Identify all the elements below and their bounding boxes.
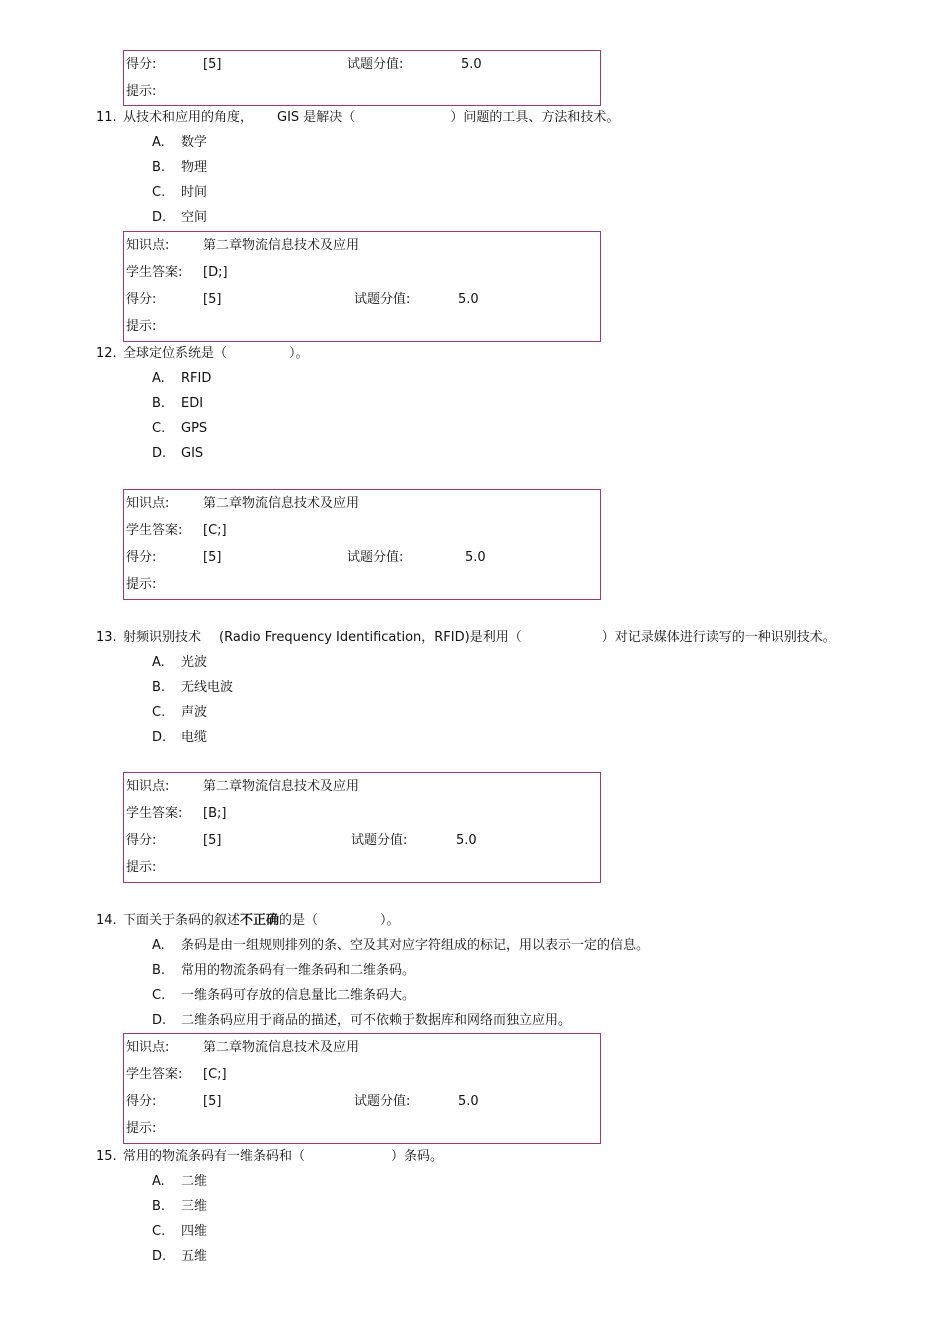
score-value: [5] bbox=[203, 57, 222, 72]
option-c: C. GPS bbox=[152, 421, 208, 436]
question-text-a: 常用的物流条码有一维条码和（ bbox=[123, 1149, 306, 1164]
hint-label: 提示: bbox=[126, 577, 157, 592]
knowledge-row bbox=[126, 494, 360, 514]
score-value: [5] bbox=[203, 550, 222, 565]
question-text-a: 全球定位系统是（ bbox=[123, 346, 228, 361]
student-answer-label: 学生答案: bbox=[126, 1067, 183, 1082]
hint-label: 提示: bbox=[126, 860, 157, 875]
student-answer-row bbox=[126, 521, 227, 541]
option-d: D. 空间 bbox=[152, 210, 208, 225]
question-number: 13. bbox=[96, 630, 117, 645]
student-answer-label: 学生答案: bbox=[126, 806, 183, 821]
question-text-a: 从技术和应用的角度， bbox=[123, 110, 254, 125]
hint-row bbox=[126, 317, 156, 337]
answer-info-box-q10 bbox=[123, 50, 601, 106]
answer-info-box-q14 bbox=[123, 1033, 601, 1144]
question-text-b: ）条码。 bbox=[391, 1149, 444, 1164]
option-c: C. 一维条码可存放的信息量比二维条码大。 bbox=[152, 988, 416, 1003]
score-row bbox=[126, 548, 486, 568]
question-text-a: 下面关于条码的叙述 bbox=[123, 913, 241, 928]
hint-row bbox=[126, 1119, 156, 1139]
question-13 bbox=[96, 628, 836, 648]
student-answer-value: [C;] bbox=[203, 1067, 227, 1082]
student-answer-value: [B;] bbox=[203, 806, 227, 821]
hint-label: 提示: bbox=[126, 1121, 157, 1136]
question-text-b: 的是（ bbox=[279, 913, 319, 928]
hint-row bbox=[126, 575, 156, 595]
question-emphasis: 不正确 bbox=[240, 913, 280, 928]
option-b: B. 物理 bbox=[152, 160, 208, 175]
item-value-label: 试题分值: bbox=[347, 550, 404, 565]
hint-label: 提示: bbox=[126, 84, 157, 99]
question-11 bbox=[96, 108, 619, 128]
knowledge-row bbox=[126, 1038, 360, 1058]
option-a: A. 光波 bbox=[152, 655, 208, 670]
item-value: 5.0 bbox=[456, 833, 477, 848]
student-answer-row bbox=[126, 1065, 227, 1085]
option-b: B. 常用的物流条码有一维条码和二维条码。 bbox=[152, 963, 416, 978]
option-c: C. 声波 bbox=[152, 705, 208, 720]
question-text-c: ）。 bbox=[380, 913, 400, 928]
score-value: [5] bbox=[203, 1094, 222, 1109]
question-text-b: GIS 是解决（ bbox=[277, 110, 356, 125]
answer-info-box-q11 bbox=[123, 231, 601, 342]
option-d: D. 电缆 bbox=[152, 730, 208, 745]
item-value-label: 试题分值: bbox=[347, 57, 404, 72]
score-value: [5] bbox=[203, 833, 222, 848]
item-value-label: 试题分值: bbox=[354, 1094, 411, 1109]
student-answer-value: [C;] bbox=[203, 523, 227, 538]
option-b: B. 无线电波 bbox=[152, 680, 234, 695]
hint-label: 提示: bbox=[126, 319, 157, 334]
question-number: 11. bbox=[96, 110, 117, 125]
question-14 bbox=[96, 911, 400, 931]
option-a: A. 条码是由一组规则排列的条、空及其对应字符组成的标记，用以表示一定的信息。 bbox=[152, 938, 650, 953]
knowledge-label: 知识点: bbox=[126, 238, 170, 253]
student-answer-row bbox=[126, 263, 228, 283]
question-text-a: 射频识别技术 bbox=[123, 630, 202, 645]
option-c: C. 时间 bbox=[152, 185, 208, 200]
knowledge-label: 知识点: bbox=[126, 1040, 170, 1055]
student-answer-label: 学生答案: bbox=[126, 265, 183, 280]
item-value: 5.0 bbox=[461, 57, 482, 72]
option-a: A. 数学 bbox=[152, 135, 208, 150]
item-value-label: 试题分值: bbox=[354, 292, 411, 307]
answer-info-box-q13 bbox=[123, 772, 601, 883]
option-d: D. 二维条码应用于商品的描述，可不依赖于数据库和网络而独立应用。 bbox=[152, 1013, 572, 1028]
question-text-c: ）对记录媒体进行读写的一种识别技术。 bbox=[601, 630, 836, 645]
student-answer-label: 学生答案: bbox=[126, 523, 183, 538]
hint-row bbox=[126, 858, 156, 878]
option-a: A. 二维 bbox=[152, 1174, 208, 1189]
knowledge-value: 第二章物流信息技术及应用 bbox=[203, 1040, 360, 1055]
option-b: B. 三维 bbox=[152, 1199, 208, 1214]
item-value: 5.0 bbox=[465, 550, 486, 565]
knowledge-row bbox=[126, 236, 360, 256]
knowledge-value: 第二章物流信息技术及应用 bbox=[203, 238, 360, 253]
hint-row bbox=[126, 82, 156, 102]
item-value: 5.0 bbox=[458, 1094, 479, 1109]
question-number: 14. bbox=[96, 913, 117, 928]
question-text-c: ）问题的工具、方法和技术。 bbox=[450, 110, 620, 125]
score-label: 得分: bbox=[126, 57, 157, 72]
score-label: 得分: bbox=[126, 550, 157, 565]
knowledge-label: 知识点: bbox=[126, 779, 170, 794]
question-15 bbox=[96, 1147, 443, 1167]
option-b: B. EDI bbox=[152, 396, 204, 411]
item-value: 5.0 bbox=[458, 292, 479, 307]
knowledge-row bbox=[126, 777, 360, 797]
question-number: 15. bbox=[96, 1149, 117, 1164]
item-value-label: 试题分值: bbox=[351, 833, 408, 848]
score-row bbox=[126, 290, 479, 310]
score-label: 得分: bbox=[126, 833, 157, 848]
question-text-b: (Radio Frequency Identification，RFID)是利用（ bbox=[219, 630, 522, 645]
question-text-b: ）。 bbox=[289, 346, 309, 361]
knowledge-value: 第二章物流信息技术及应用 bbox=[203, 496, 360, 511]
student-answer-value: [D;] bbox=[203, 265, 228, 280]
knowledge-value: 第二章物流信息技术及应用 bbox=[203, 779, 360, 794]
question-12 bbox=[96, 344, 309, 364]
score-row bbox=[126, 1092, 479, 1112]
score-value: [5] bbox=[203, 292, 222, 307]
answer-info-box-q12 bbox=[123, 489, 601, 600]
option-a: A. RFID bbox=[152, 371, 212, 386]
option-d: D. GIS bbox=[152, 446, 204, 461]
option-c: C. 四维 bbox=[152, 1224, 208, 1239]
score-label: 得分: bbox=[126, 1094, 157, 1109]
knowledge-label: 知识点: bbox=[126, 496, 170, 511]
option-d: D. 五维 bbox=[152, 1249, 208, 1264]
score-row bbox=[126, 55, 482, 75]
score-label: 得分: bbox=[126, 292, 157, 307]
question-number: 12. bbox=[96, 346, 117, 361]
student-answer-row bbox=[126, 804, 227, 824]
score-row bbox=[126, 831, 477, 851]
